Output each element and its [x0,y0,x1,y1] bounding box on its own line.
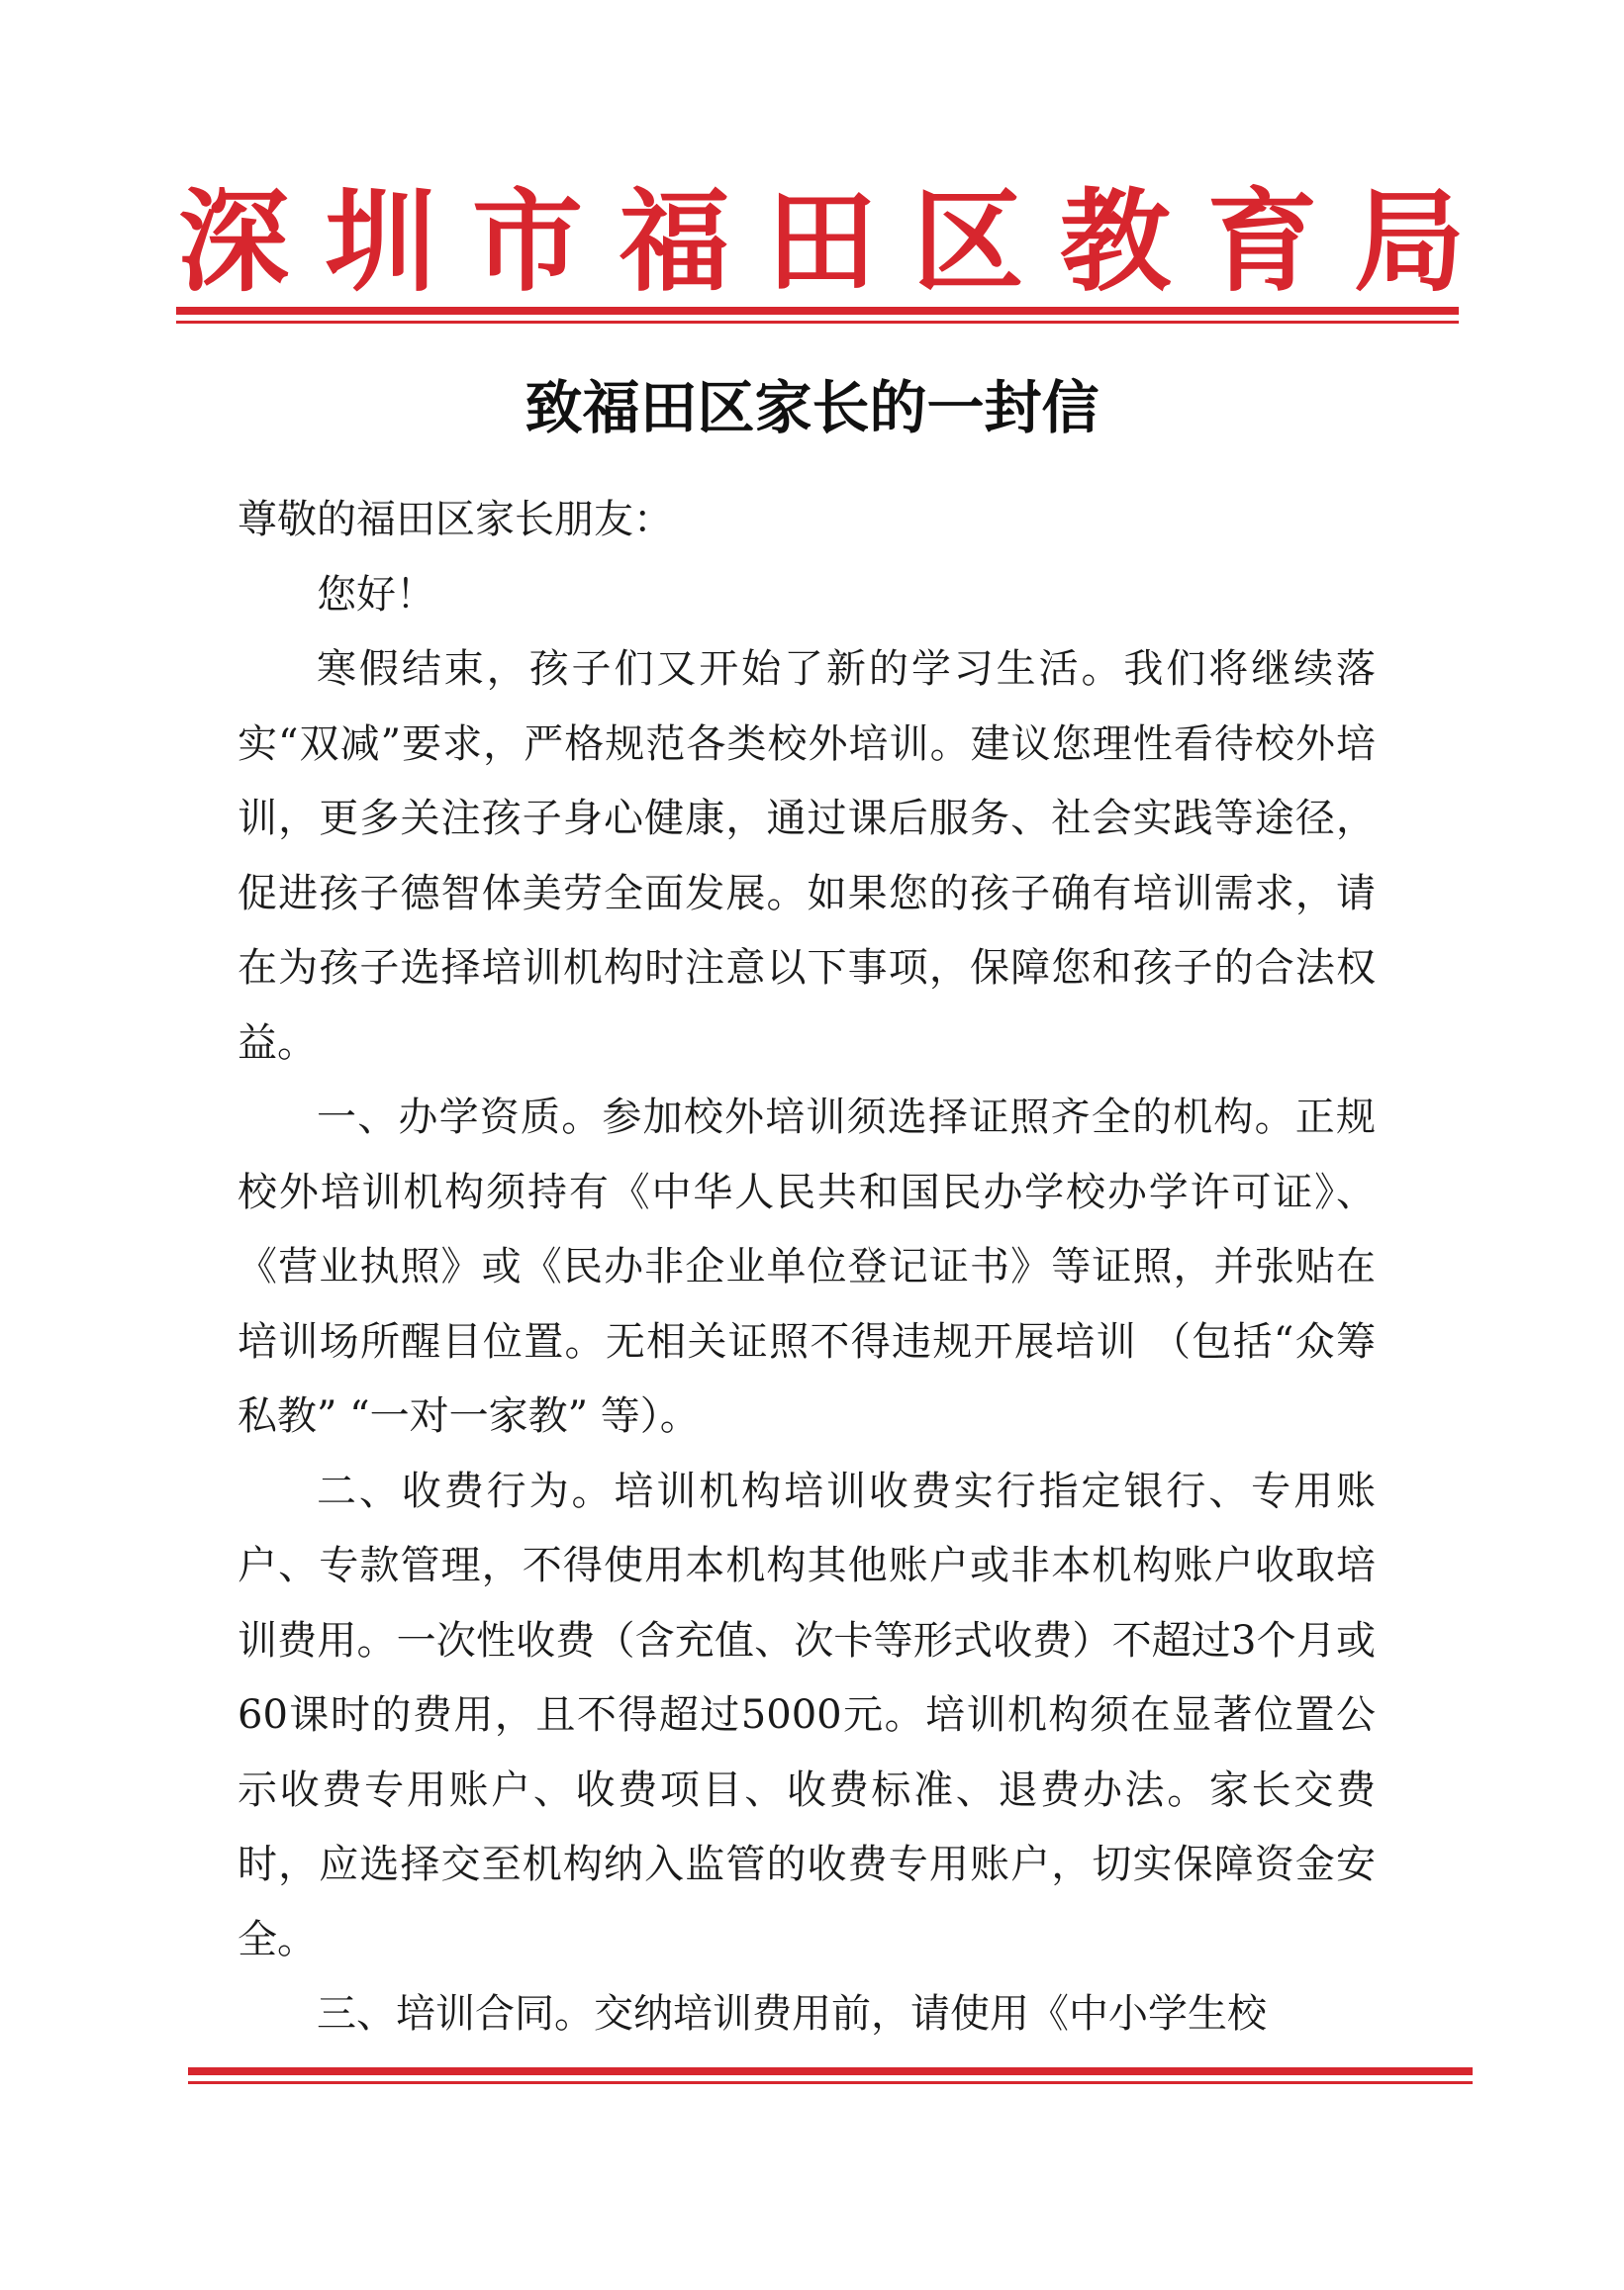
masthead-char: 田 [766,177,877,307]
header-divider-thick-line [176,307,1459,315]
masthead-char: 局 [1354,177,1465,307]
letter-body [238,483,1376,2052]
letter-greeting: 您好！ [317,571,435,618]
masthead-org-name [178,178,1465,307]
letter-title: 致福田区家长的一封信 [525,374,1099,441]
footer-divider-thin-line [188,2081,1473,2084]
masthead-char: 市 [472,177,583,307]
header-divider [176,307,1459,324]
letter-paragraph: 三、培训合同。交纳培训费用前，请使用《中小学生校 [317,1991,1267,2037]
letter-paragraph: 二、收费行为。培训机构培训收费实行指定银行、专用账户、专款管理，不得使用本机构其他账户或非本机构账户收取培训费用。一次性收费（含充值、次卡等形式收费）不超过3个月或60课时的费用，且不得超过5000元。培训机构须在显著位置公示收费专用账户、收费项目、收费标准、退费办法。家长交费时，应选择交至机构纳入监管的收费专用账户，切实保障资金安全。 [238,1468,1376,1962]
masthead-char: 育 [1206,177,1318,307]
masthead-char: 教 [1060,177,1171,307]
footer-divider [188,2067,1473,2084]
footer-divider-thick-line [188,2067,1473,2075]
letter-salutation: 尊敬的福田区家长朋友： [238,497,673,542]
header-divider-thin-line [176,321,1459,324]
masthead-char: 区 [912,177,1024,307]
letter-paragraph: 一、办学资质。参加校外培训须选择证照齐全的机构。正规校外培训机构须持有《中华人民共和国民办学校办学许可证》、《营业执照》或《民办非企业单位登记证书》等证照，并张贴在培训场所醒目位置。无相关证照不得违规开展培训 （包括“众筹私教” “一对一家教” 等）。 [238,1095,1376,1439]
masthead-char: 圳 [325,177,436,307]
masthead-char: 福 [619,177,730,307]
masthead-char: 深 [178,177,289,307]
letter-paragraph: 寒假结束，孩子们又开始了新的学习生活。我们将继续落实“双减”要求，严格规范各类校外培训。建议您理性看待校外培训，更多关注孩子身心健康，通过课后服务、社会实践等途径，促进孩子德智体美劳全面发展。如果您的孩子确有培训需求，请在为孩子选择培训机构时注意以下事项，保障您和孩子的合法权益。 [238,646,1376,1066]
